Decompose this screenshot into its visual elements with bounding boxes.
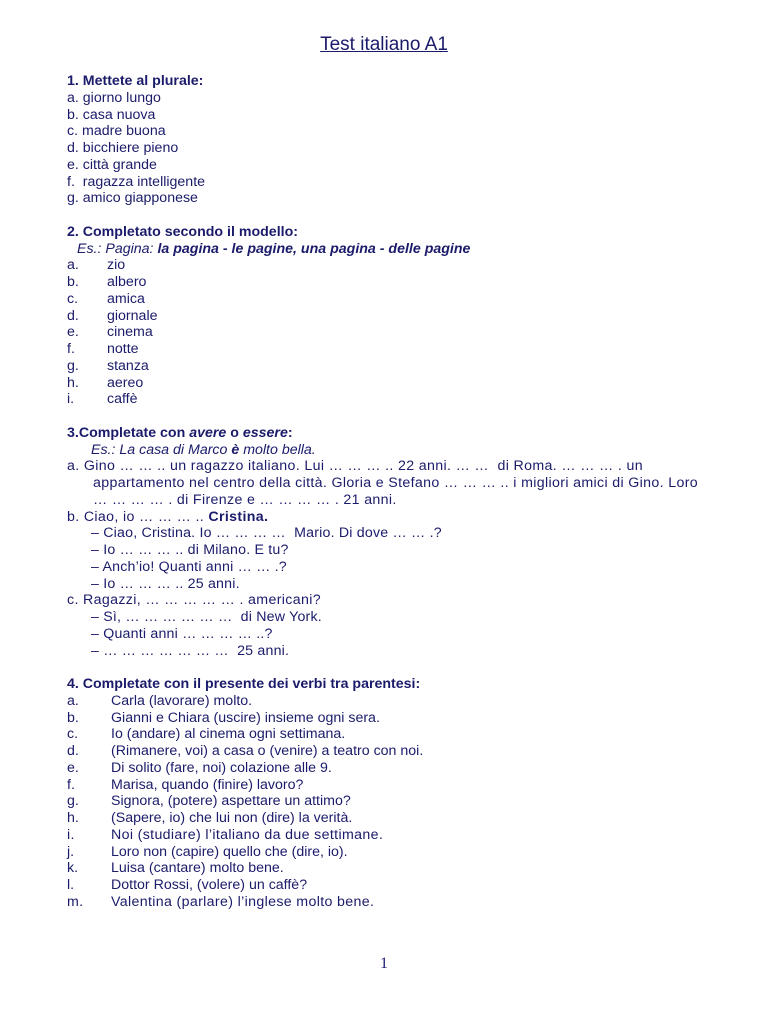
item-text: cinema [107, 324, 153, 341]
item-label: g. [67, 793, 79, 810]
item-text: Marisa, quando (finire) lavoro? [111, 776, 304, 793]
section2-example [67, 241, 727, 258]
dialogue-line: – Anch’io! Quanti anni … … .? [91, 558, 287, 575]
item-label: l. [67, 877, 75, 893]
list-item [67, 308, 727, 325]
list-item [67, 810, 727, 827]
section2-list [67, 257, 727, 408]
item-text: Noi (studiare) l’italiano da due settimane. [111, 826, 384, 843]
item-text: Gianni e Chiara (uscire) insieme ogni sera. [111, 709, 380, 726]
item-label: i. [67, 826, 75, 843]
list-item [67, 391, 727, 408]
dialogue-line: – Io … … … .. di Milano. E tu? [91, 542, 289, 558]
list-item [67, 140, 727, 157]
spacer [67, 207, 727, 224]
item-text: ragazza intelligente [78, 173, 206, 190]
heading-prefix: 3.Completate con [67, 424, 190, 441]
item-label: d. [67, 307, 79, 324]
heading-avere: avere [189, 424, 227, 441]
list-item [67, 324, 727, 341]
list-item [67, 291, 727, 308]
list-item [67, 777, 727, 794]
item-text: (Sapere, io) che lui non (dire) la verità. [111, 810, 353, 826]
item-text: albero [107, 274, 147, 290]
section4-list [67, 693, 727, 911]
item-text: caffè [107, 391, 138, 408]
item-text: notte [107, 341, 139, 357]
item-text: Io (andare) al cinema ogni settimana. [111, 726, 346, 743]
item-text: giornale [107, 307, 158, 324]
example-answer: è [231, 441, 240, 458]
list-item [67, 375, 727, 392]
dialogue-line: – Quanti anni … … … … ..? [91, 625, 273, 642]
item-label: f. [67, 173, 75, 190]
section3-paragraph-a-line: appartamento nel centro della città. Gloria e Stefano … … … .. i migliori amici di Gino. Loro [93, 475, 699, 491]
section1-heading: 1. Mettete al plurale: [67, 73, 204, 89]
item-label: d. [67, 743, 79, 759]
item-text: Dottor Rossi, (volere) un caffè? [111, 877, 308, 893]
item-text: casa nuova [82, 106, 156, 123]
item-text: Carla (lavorare) molto. [111, 692, 253, 709]
item-label: b. [67, 106, 79, 123]
list-item [67, 123, 727, 140]
list-item [67, 877, 727, 894]
item-text: Luisa (cantare) molto bene. [111, 860, 284, 877]
item-label: c. [67, 123, 79, 140]
heading-colon: : [287, 424, 293, 441]
example-prefix: Es.: Pagina: [77, 240, 158, 257]
item-text: amica [107, 290, 145, 307]
list-item [67, 693, 727, 710]
item-label: h. [67, 810, 79, 826]
item-text: giorno lungo [82, 89, 161, 106]
item-label: h. [67, 374, 79, 391]
item-text: (Rimanere, voi) a casa o (venire) a teatro con noi. [111, 743, 424, 759]
list-item [67, 257, 727, 274]
spacer [67, 659, 727, 676]
dialogue-line: – Sì, … … … … … … di New York. [91, 609, 322, 625]
list-item [67, 827, 727, 844]
list-item [67, 760, 727, 777]
section3-b-line [67, 509, 727, 526]
item-text: amico giapponese [82, 190, 198, 207]
item-text: Signora, (potere) aspettare un attimo? [111, 793, 351, 810]
list-item [67, 358, 727, 375]
section3-c-line: c. Ragazzi, … … … … … . americani? [67, 592, 321, 609]
list-item [67, 274, 727, 291]
section4-heading: 4. Completate con il presente dei verbi tra parentesi: [67, 676, 421, 692]
heading-o: o [226, 424, 243, 441]
b-text: b. Ciao, io … … … .. [67, 508, 209, 525]
item-text: bicchiere pieno [82, 140, 179, 156]
example-answer: la pagina - le pagine, una pagina - delle pagine [157, 240, 471, 257]
item-label: b. [67, 709, 79, 726]
item-text: Valentina (parlare) l’inglese molto bene. [111, 893, 375, 910]
section3-paragraph-a-line: … … … … . di Firenze e … … … … . 21 anni. [93, 491, 397, 508]
list-item [67, 174, 727, 191]
item-label: c. [67, 290, 79, 307]
page-title: Test italiano A1 [320, 34, 448, 55]
item-text: città grande [82, 156, 157, 173]
example-prefix: Es.: La casa di Marco [91, 441, 232, 458]
item-label: g. [67, 357, 79, 374]
item-text: madre buona [82, 123, 166, 140]
section2-heading: 2. Completato secondo il modello: [67, 223, 298, 240]
list-item [67, 190, 727, 207]
item-label: a. [67, 89, 79, 106]
item-text: Loro non (capire) quello che (dire, io). [111, 843, 348, 860]
list-item [67, 341, 727, 358]
item-text: aereo [107, 374, 144, 391]
item-label: f. [67, 341, 75, 357]
item-label: d. [67, 140, 79, 156]
dialogue-line: – Ciao, Cristina. Io … … … … Mario. Di dove … … .? [91, 525, 442, 542]
document-body [67, 73, 727, 911]
item-label: a. [67, 257, 79, 274]
dialogue-line: – … … … … … … … 25 anni. [91, 642, 290, 659]
item-text: stanza [107, 357, 149, 374]
section3-paragraph-a-line: a. Gino … … .. un ragazzo italiano. Lui … … … .. 22 anni. … … di Roma. … … … . un [67, 458, 643, 475]
list-item [67, 793, 727, 810]
item-label: k. [67, 860, 79, 877]
item-label: f. [67, 776, 75, 793]
list-item [67, 710, 727, 727]
item-label: g. [67, 190, 79, 207]
example-suffix: molto bella. [239, 441, 316, 458]
item-label: b. [67, 274, 79, 290]
section3-example [67, 442, 727, 459]
item-label: e. [67, 324, 79, 341]
item-label: a. [67, 692, 79, 709]
item-label: i. [67, 391, 75, 408]
section3-heading [67, 425, 727, 442]
page-number: 1 [380, 955, 388, 972]
b-bold-name: Cristina. [208, 508, 269, 525]
item-text: Di solito (fare, noi) colazione alle 9. [111, 759, 332, 776]
section1-list [67, 90, 727, 207]
item-label: c. [67, 726, 79, 743]
list-item [67, 743, 727, 760]
list-item [67, 90, 727, 107]
dialogue-line: – Io … … … .. 25 anni. [91, 575, 240, 592]
list-item [67, 844, 727, 861]
list-item [67, 894, 727, 911]
item-label: j. [67, 843, 75, 860]
item-label: e. [67, 156, 79, 173]
list-item [67, 726, 727, 743]
list-item [67, 157, 727, 174]
heading-essere: essere [242, 424, 288, 441]
item-label: m. [67, 893, 84, 910]
spacer [67, 408, 727, 425]
list-item [67, 860, 727, 877]
item-text: zio [107, 257, 126, 274]
item-label: e. [67, 759, 79, 776]
list-item [67, 107, 727, 124]
